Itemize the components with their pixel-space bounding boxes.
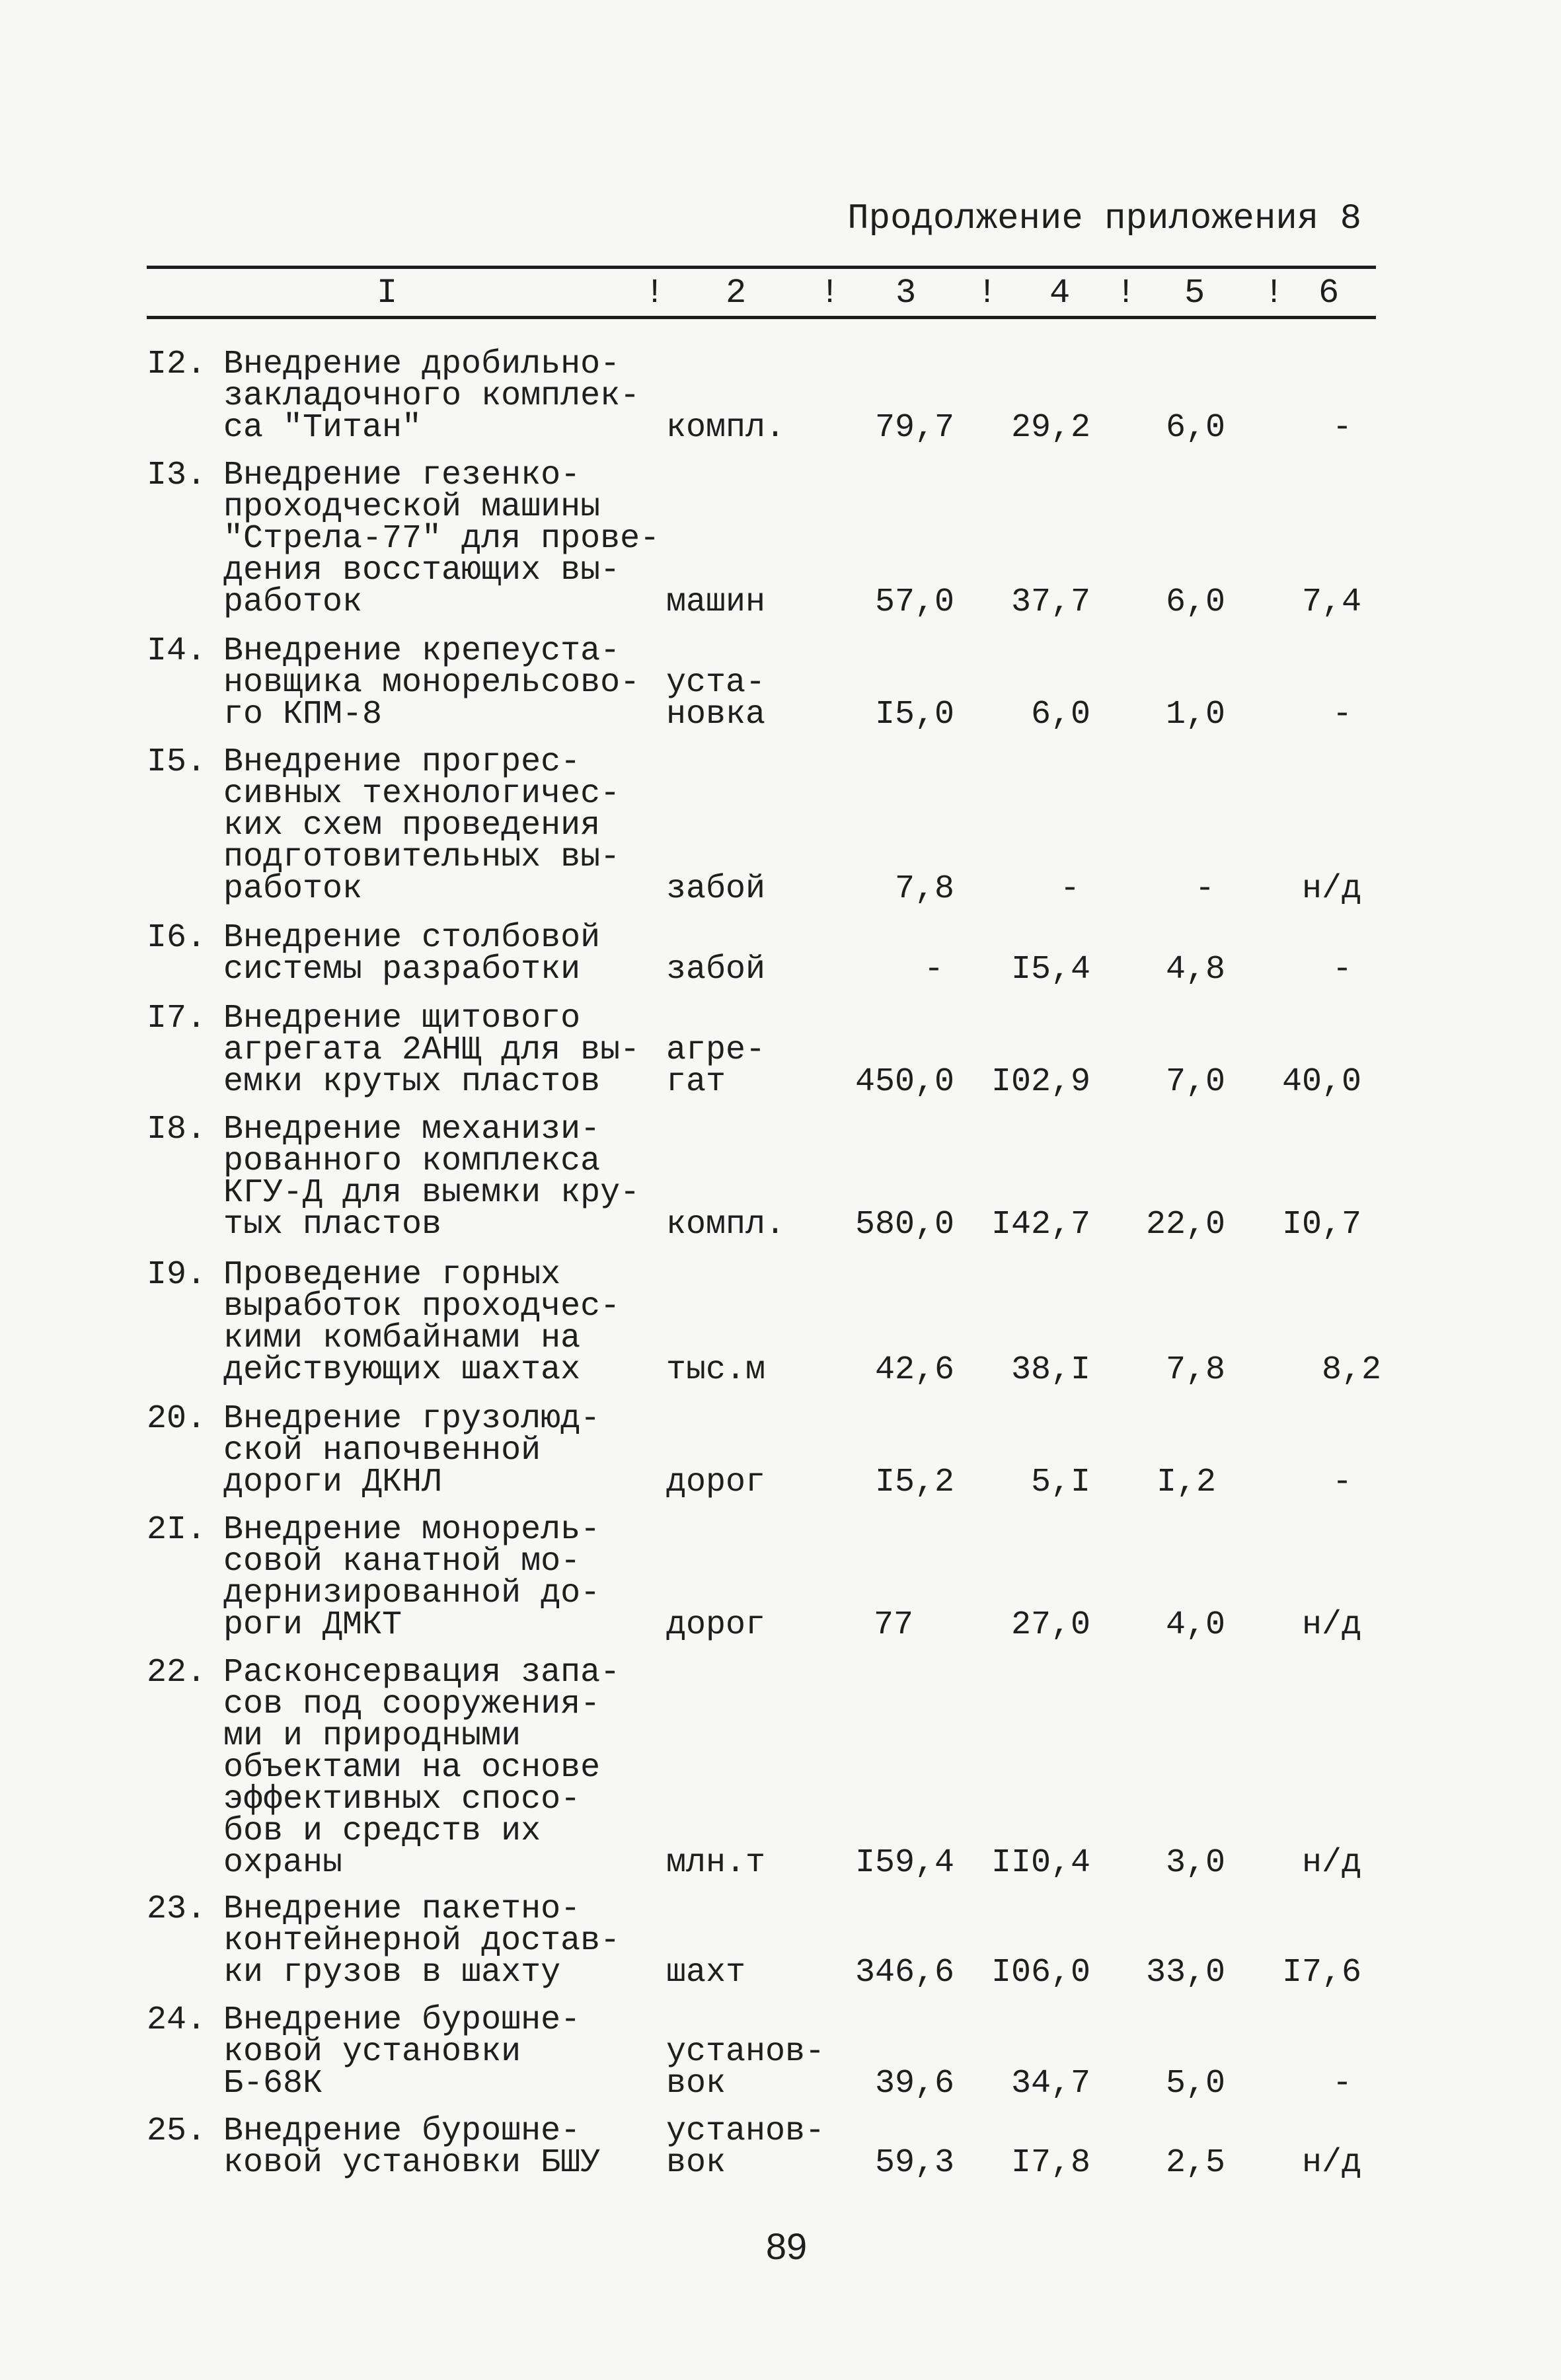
- row-number: I2.: [147, 346, 207, 383]
- row-value-col5: 4,8: [1165, 951, 1225, 988]
- row-value-col6: н/д: [1301, 870, 1361, 908]
- row-number: 22.: [147, 1654, 207, 1692]
- row-description: Внедрение гезенко- проходческой машины "Стрела-77" для прове- дения восстающих вы- работок: [223, 457, 660, 621]
- column-header-1: I: [377, 274, 398, 313]
- row-number: I7.: [147, 1000, 207, 1037]
- row-value-col5: 22,0: [1145, 1206, 1225, 1244]
- column-header-3: 3: [895, 274, 917, 313]
- column-header-4: 4: [1049, 274, 1071, 313]
- row-unit: агре- гат: [666, 1031, 766, 1101]
- row-unit: установ- вок: [666, 2033, 825, 2102]
- row-value-col4: 5,I: [1030, 1464, 1090, 1501]
- row-value-col5: 6,0: [1165, 409, 1225, 447]
- row-unit: машин: [666, 583, 766, 621]
- row-unit: дорог: [666, 1464, 766, 1501]
- row-value-col4: -: [1059, 870, 1080, 908]
- column-separator: !: [1264, 274, 1285, 313]
- row-unit: млн.т: [666, 1844, 766, 1882]
- row-unit: компл.: [666, 409, 786, 447]
- row-value-col4: I06,0: [991, 1954, 1090, 1991]
- column-header-2: 2: [726, 274, 747, 313]
- row-value-col5: 7,0: [1165, 1063, 1225, 1101]
- row-unit: тыс.м: [666, 1351, 766, 1389]
- row-value-col5: I,2: [1156, 1464, 1216, 1501]
- row-value-col6: I7,6: [1281, 1954, 1361, 1991]
- row-value-col3: 7,8: [894, 870, 954, 908]
- table-header-rule: [147, 316, 1376, 319]
- row-value-col3: 79,7: [874, 409, 954, 447]
- row-value-col5: 6,0: [1165, 583, 1225, 621]
- row-value-col5: 7,8: [1165, 1351, 1225, 1389]
- row-value-col4: 27,0: [1010, 1606, 1090, 1644]
- row-value-col4: II0,4: [991, 1844, 1090, 1882]
- row-value-col5: 5,0: [1165, 2065, 1225, 2102]
- column-separator: !: [1116, 274, 1137, 313]
- row-value-col4: 29,2: [1010, 409, 1090, 447]
- row-unit: забой: [666, 951, 766, 988]
- column-separator: !: [644, 274, 666, 313]
- row-value-col5: 4,0: [1165, 1606, 1225, 1644]
- row-number: 25.: [147, 2112, 207, 2150]
- row-value-col4: I42,7: [991, 1206, 1090, 1244]
- row-value-col6: -: [1332, 696, 1352, 733]
- row-number: I5.: [147, 743, 207, 781]
- row-value-col6: 8,2: [1321, 1351, 1381, 1389]
- table-top-rule: [147, 266, 1376, 269]
- row-value-col3: 580,0: [855, 1206, 954, 1244]
- row-value-col3: I5,0: [874, 696, 954, 733]
- row-value-col4: I7,8: [1010, 2144, 1090, 2182]
- row-value-col6: н/д: [1301, 2144, 1361, 2182]
- row-number: 20.: [147, 1400, 207, 1438]
- row-number: 24.: [147, 2001, 207, 2039]
- row-number: I6.: [147, 919, 207, 957]
- row-description: Внедрение монорель- совой канатной мо- дернизированной до- роги ДМКТ: [223, 1511, 601, 1644]
- row-number: I4.: [147, 632, 207, 670]
- column-separator: !: [977, 274, 998, 313]
- row-value-col4: 6,0: [1030, 696, 1090, 733]
- row-description: Внедрение механизи- рованного комплекса КГУ-Д для выемки кру- тых пластов: [223, 1111, 640, 1244]
- row-description: Внедрение бурошне- ковой установки Б-68К: [223, 2001, 581, 2102]
- page-number: 89: [765, 2225, 808, 2267]
- row-description: Внедрение щитового агрегата 2АНЩ для вы- емки крутых пластов: [223, 1000, 640, 1101]
- row-value-col6: -: [1332, 1464, 1352, 1501]
- row-value-col3: 39,6: [874, 2065, 954, 2102]
- row-value-col5: 33,0: [1145, 1954, 1225, 1991]
- row-value-col6: 7,4: [1301, 583, 1361, 621]
- page-heading: Продолжение приложения 8: [847, 199, 1361, 239]
- row-value-col4: I5,4: [1010, 951, 1090, 988]
- column-separator: !: [819, 274, 841, 313]
- row-number: I9.: [147, 1256, 207, 1294]
- row-description: Внедрение столбовой системы разработки: [223, 919, 601, 988]
- row-unit: дорог: [666, 1606, 766, 1644]
- row-value-col6: 40,0: [1281, 1063, 1361, 1101]
- column-header-5: 5: [1184, 274, 1205, 313]
- row-value-col5: 3,0: [1165, 1844, 1225, 1882]
- row-description: Внедрение пакетно- контейнерной достав- ки грузов в шахту: [223, 1890, 621, 1991]
- row-value-col6: I0,7: [1281, 1206, 1361, 1244]
- row-number: 2I.: [147, 1511, 207, 1549]
- row-value-col3: 59,3: [874, 2144, 954, 2182]
- row-value-col6: н/д: [1301, 1844, 1361, 1882]
- row-value-col6: -: [1332, 2065, 1352, 2102]
- row-value-col3: 450,0: [855, 1063, 954, 1101]
- row-value-col3: 77: [873, 1606, 913, 1644]
- row-value-col5: -: [1194, 870, 1215, 908]
- row-value-col5: 2,5: [1165, 2144, 1225, 2182]
- row-value-col6: -: [1332, 951, 1352, 988]
- row-unit: компл.: [666, 1206, 786, 1244]
- row-unit: установ- вок: [666, 2112, 825, 2182]
- row-value-col3: 346,6: [855, 1954, 954, 1991]
- row-description: Внедрение бурошне- ковой установки БШУ: [223, 2112, 601, 2182]
- row-value-col4: 38,I: [1010, 1351, 1090, 1389]
- row-description: Внедрение крепеуста- новщика монорельсово- го КПМ-8: [223, 632, 640, 733]
- row-value-col5: 1,0: [1165, 696, 1225, 733]
- row-value-col3: -: [923, 951, 944, 988]
- row-unit: уста- новка: [666, 664, 766, 733]
- row-value-col6: н/д: [1301, 1606, 1361, 1644]
- row-value-col3: I59,4: [855, 1844, 954, 1882]
- row-value-col6: -: [1332, 409, 1352, 447]
- row-unit: шахт: [666, 1954, 746, 1991]
- row-description: Внедрение прогрес- сивных технологичес- ких схем проведения подготовительных вы- работок: [223, 743, 621, 908]
- row-description: Проведение горных выработок проходчес- кими комбайнами на действующих шахтах: [223, 1256, 621, 1389]
- row-description: Внедрение дробильно- закладочного комплек- са "Титан": [223, 346, 640, 447]
- row-value-col4: I02,9: [991, 1063, 1090, 1101]
- column-header-6: 6: [1318, 274, 1340, 313]
- row-unit: забой: [666, 870, 766, 908]
- row-description: Расконсервация запа- сов под сооружения- ми и природными объектами на основе эффективных спосо- бов и средств их охраны: [223, 1654, 621, 1882]
- row-value-col3: 57,0: [874, 583, 954, 621]
- row-number: 23.: [147, 1890, 207, 1928]
- row-value-col3: 42,6: [874, 1351, 954, 1389]
- row-number: I3.: [147, 457, 207, 494]
- row-value-col3: I5,2: [874, 1464, 954, 1501]
- row-description: Внедрение грузолюд- ской напочвенной дороги ДКНЛ: [223, 1400, 601, 1501]
- row-number: I8.: [147, 1111, 207, 1148]
- row-value-col4: 37,7: [1010, 583, 1090, 621]
- row-value-col4: 34,7: [1010, 2065, 1090, 2102]
